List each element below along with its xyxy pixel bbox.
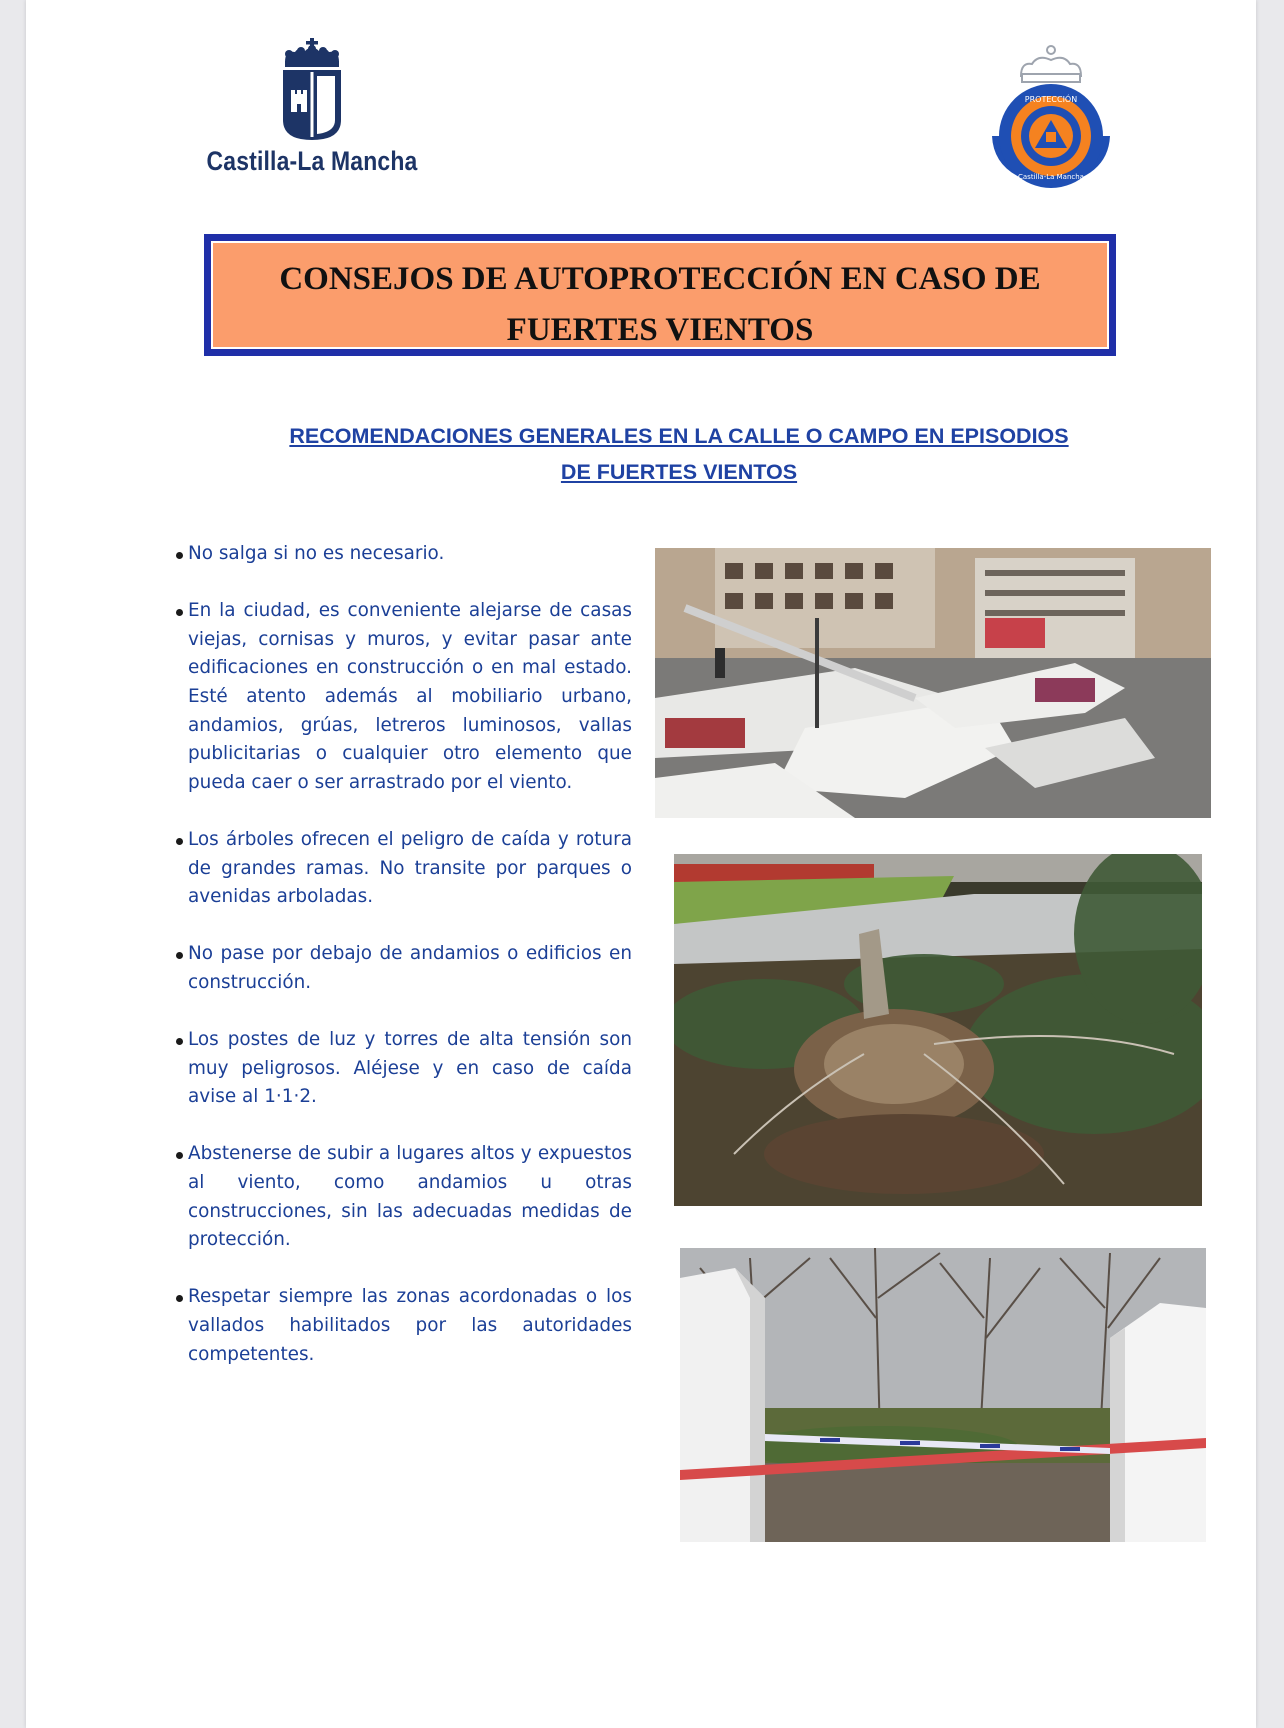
title-box <box>204 234 1116 356</box>
svg-text:PROTECCIÓN: PROTECCIÓN <box>1024 95 1078 104</box>
proteccion-civil-emblem-icon <box>976 28 1126 188</box>
list-item-text: Los árboles ofrecen el peligro de caída y rotura de grandes ramas. No transite por parques o avenidas arboladas. <box>188 828 632 908</box>
list-item <box>148 1140 632 1254</box>
list-item <box>148 826 632 912</box>
list-item-text: Respetar siempre las zonas acordonadas o los vallados habilitados por las autoridades competentes. <box>188 1286 632 1365</box>
list-item <box>148 1283 632 1369</box>
list-item-text: No salga si no es necesario. <box>188 543 445 564</box>
title-line-1: CONSEJOS DE AUTOPROTECCIÓN EN CASO DE <box>279 261 1041 297</box>
list-item <box>148 597 632 797</box>
bullet-icon <box>176 1038 183 1045</box>
bullet-icon <box>176 952 183 959</box>
castilla-la-mancha-logo <box>182 36 442 186</box>
bullet-icon <box>176 552 183 559</box>
subtitle-line-1: RECOMENDACIONES GENERALES EN LA CALLE O CAMPO EN EPISODIOS <box>289 424 1069 448</box>
list-item-text: En la ciudad, es conveniente alejarse de casas viejas, cornisas y muros, y evitar pasar ante edificaciones en construcción o en mal estado. Esté atento además al mobiliario urbano, andamios, grúas, letreros luminosos, vallas publicitarias o cualquier otro elemento que pueda caer o ser arrastrado por el viento. <box>188 600 632 793</box>
subtitle-line-2: DE FUERTES VIENTOS <box>560 460 798 484</box>
recommendations-list <box>148 540 632 1398</box>
cordoned-park-photo <box>680 1248 1206 1542</box>
list-item <box>148 540 632 569</box>
svg-text:Castilla-La Mancha: Castilla-La Mancha <box>1018 173 1084 181</box>
proteccion-civil-logo <box>976 28 1126 188</box>
title-line-2: FUERTES VIENTOS <box>506 312 814 348</box>
page-title <box>211 254 1109 356</box>
bullet-icon <box>176 1152 183 1159</box>
section-subtitle <box>244 418 1114 490</box>
street-debris-photo <box>655 548 1211 818</box>
list-item-text: No pase por debajo de andamios o edificios en construcción. <box>188 943 632 993</box>
castilla-la-mancha-crest-icon <box>277 36 347 144</box>
bullet-icon <box>176 1295 183 1302</box>
bullet-icon <box>176 609 183 616</box>
bullet-icon <box>176 838 183 845</box>
document-page <box>26 0 1256 1728</box>
fallen-tree-photo <box>674 854 1202 1206</box>
list-item <box>148 940 632 997</box>
list-item-text: Los postes de luz y torres de alta tensión son muy peligrosos. Aléjese y en caso de caída avise al 1·1·2. <box>188 1029 632 1108</box>
castilla-la-mancha-wordmark: Castilla-La Mancha <box>206 146 418 176</box>
list-item-text: Abstenerse de subir a lugares altos y expuestos al viento, como andamios u otras construcciones, sin las adecuadas medidas de protección. <box>188 1143 632 1251</box>
list-item <box>148 1026 632 1112</box>
